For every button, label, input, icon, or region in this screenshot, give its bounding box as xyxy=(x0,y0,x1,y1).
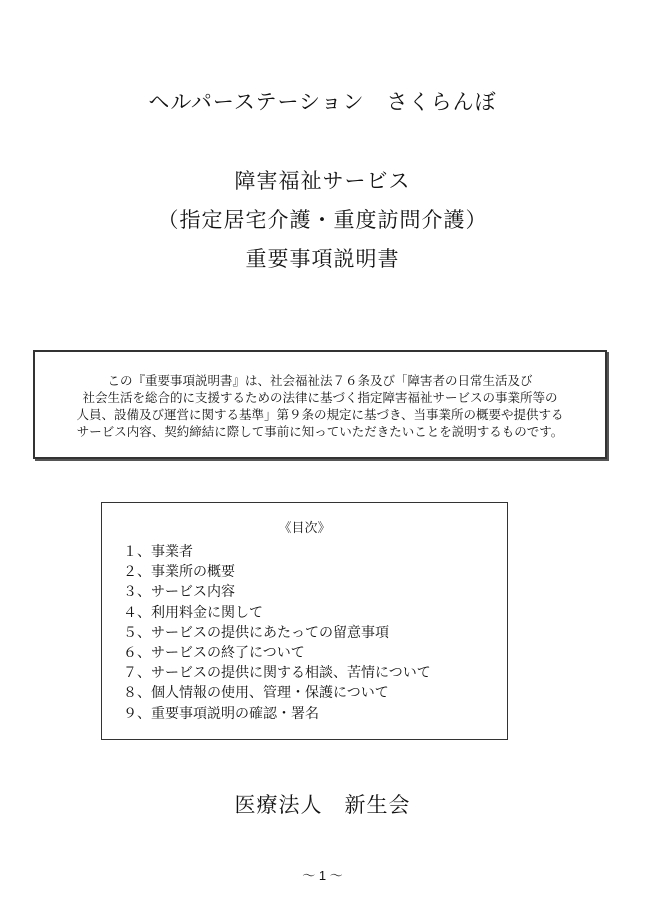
notice-line: サービス内容、契約締結に際して事前に知っていただきたいことを説明するものです。 xyxy=(76,424,564,439)
toc-item: ９、重要事項説明の確認・署名 xyxy=(123,705,319,722)
document-title-category: （指定居宅介護・重度訪問介護） xyxy=(157,208,488,232)
toc-item: ３、サービス内容 xyxy=(123,584,235,601)
toc-item: ５、サービスの提供にあたっての留意事項 xyxy=(123,624,389,641)
toc-heading: 《目次》 xyxy=(278,521,331,536)
document-title: 重要事項説明書 xyxy=(245,247,400,271)
office-name: ヘルパーステーション さくらんぼ xyxy=(148,90,497,114)
organization-name: 医療法人 新生会 xyxy=(234,793,411,817)
toc-item: ６、サービスの終了について xyxy=(123,645,305,662)
table-of-contents xyxy=(101,502,508,740)
toc-item: ７、サービスの提供に関する相談、苦情について xyxy=(123,665,431,682)
notice-box xyxy=(33,350,607,459)
toc-item: ４、利用料金に関して xyxy=(123,604,263,621)
document-title-service: 障害福祉サービス xyxy=(234,169,411,193)
notice-line: 社会生活を総合的に支援するための法律に基づく指定障害福祉サービスの事業所等の xyxy=(82,390,558,405)
page-number: ～ 1 ～ xyxy=(302,868,343,883)
toc-item: ２、事業所の概要 xyxy=(123,564,235,581)
notice-line: 人員、設備及び運営に関する基準」第９条の規定に基づき、当事業所の概要や提供する xyxy=(76,407,564,422)
toc-item: ８、個人情報の使用、管理・保護について xyxy=(123,685,389,702)
notice-line: この『重要事項説明書』は、社会福祉法７６条及び「障害者の日常生活及び xyxy=(107,373,533,388)
toc-item: １、事業者 xyxy=(123,544,193,560)
toc-list xyxy=(123,542,431,724)
